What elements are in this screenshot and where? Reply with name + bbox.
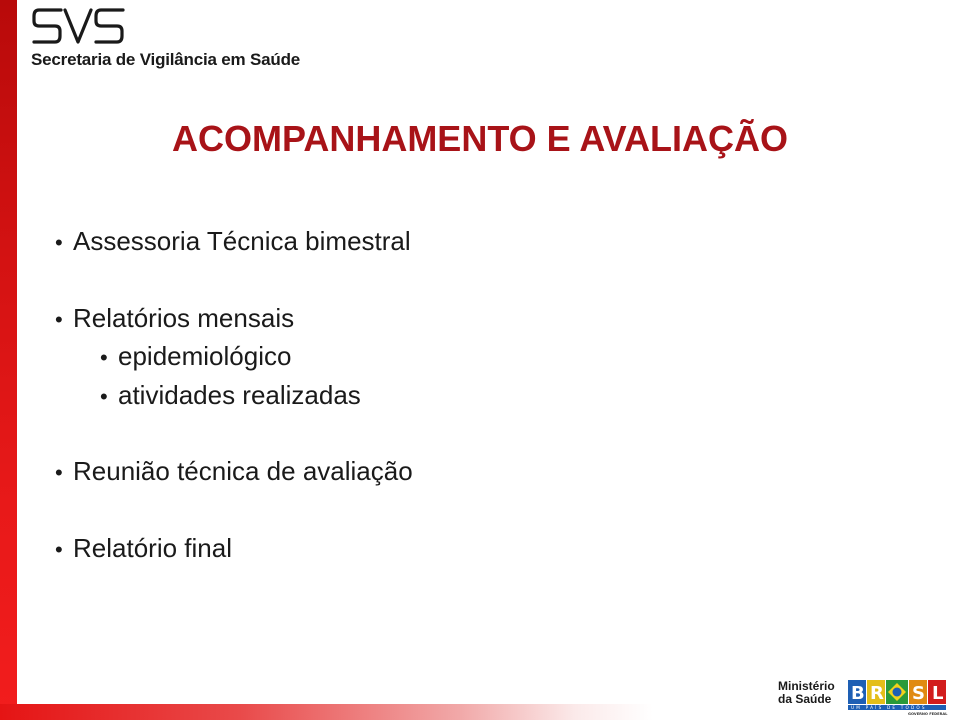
svg-text:B: B: [851, 683, 865, 704]
bullet-dot: •: [55, 307, 63, 332]
svg-text:R: R: [870, 683, 884, 704]
bottom-red-bar: [0, 704, 960, 720]
bullet-item: [55, 456, 413, 488]
svg-text:UM PAÍS DE TODOS: UM PAÍS DE TODOS: [851, 705, 927, 710]
ministry-line-2: da Saúde: [778, 692, 832, 706]
bullet-text: Assessoria Técnica bimestral: [73, 226, 411, 256]
bullet-text: epidemiológico: [118, 341, 292, 371]
sub-bullet-item: [100, 380, 361, 412]
brasil-government-logo: [848, 676, 952, 716]
bullet-text: Reunião técnica de avaliação: [73, 456, 413, 486]
bullet-item: [55, 226, 411, 258]
bullet-item: [55, 303, 294, 335]
bullet-dot: •: [100, 345, 108, 370]
sub-bullet-item: [100, 341, 291, 373]
svg-text:GOVERNO FEDERAL: GOVERNO FEDERAL: [908, 712, 948, 716]
bullet-text: Relatórios mensais: [73, 303, 295, 333]
bullet-dot: •: [55, 537, 63, 562]
svg-text:L: L: [932, 683, 944, 704]
svs-logo: [31, 4, 127, 48]
left-red-bar: [0, 0, 17, 720]
svg-text:S: S: [912, 683, 925, 704]
bullet-text: Relatório final: [73, 533, 232, 563]
org-name: Secretaria de Vigilância em Saúde: [31, 50, 301, 69]
bullet-item: [55, 533, 232, 565]
bullet-dot: •: [55, 460, 63, 485]
bullet-dot: •: [55, 230, 63, 255]
slide-title: ACOMPANHAMENTO E AVALIAÇÃO: [172, 118, 788, 159]
bullet-text: atividades realizadas: [118, 380, 361, 410]
ministry-name: [778, 680, 835, 706]
ministry-line-1: Ministério: [778, 679, 835, 693]
bullet-dot: •: [100, 384, 108, 409]
